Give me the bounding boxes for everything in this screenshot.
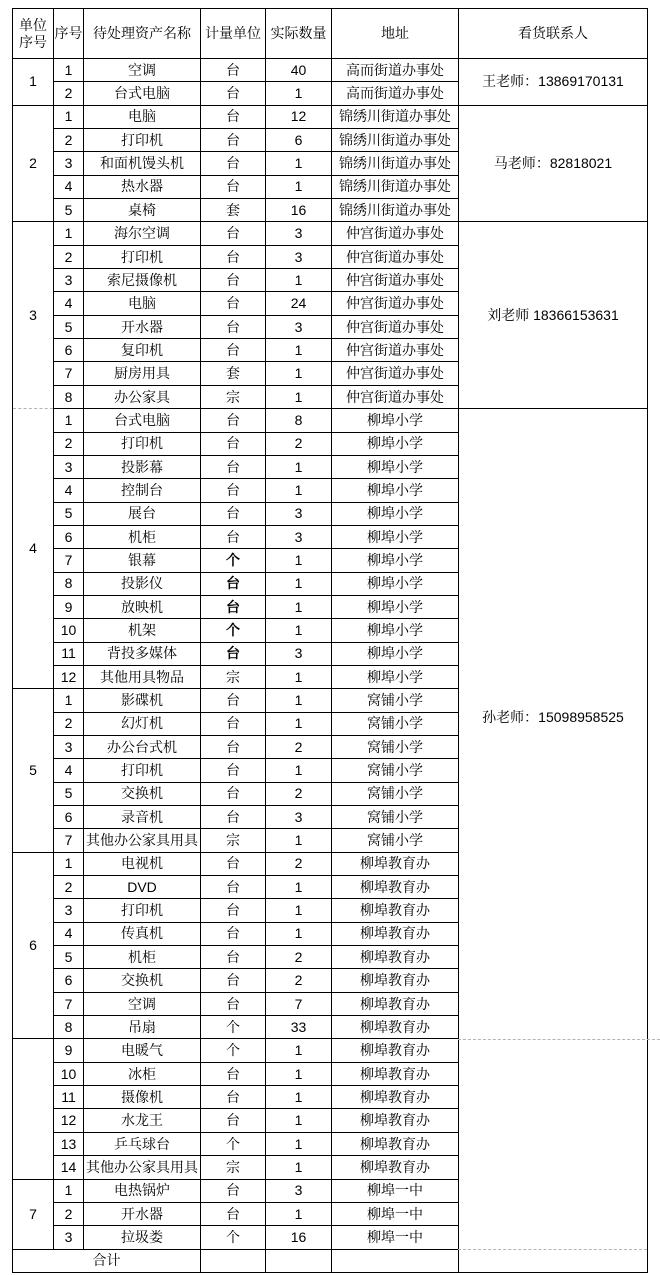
measure-unit-cell: 台	[201, 245, 266, 268]
quantity-cell: 1	[266, 1132, 332, 1155]
row-no-cell: 4	[54, 922, 84, 945]
row-no-cell: 1	[54, 222, 84, 245]
asset-name-cell: 放映机	[84, 595, 201, 618]
address-cell: 窝铺小学	[332, 782, 459, 805]
unit-serial-cell: 4	[13, 409, 54, 689]
header-cell-quantity: 实际数量	[266, 9, 332, 59]
unit-serial-cell: 6	[13, 852, 54, 1039]
address-cell: 柳埠教育办	[332, 992, 459, 1015]
address-cell: 锦绣川街道办事处	[332, 152, 459, 175]
asset-name-cell: 机柜	[84, 525, 201, 548]
measure-unit-cell: 台	[201, 969, 266, 992]
quantity-cell: 3	[266, 642, 332, 665]
row-no-cell: 13	[54, 1132, 84, 1155]
quantity-cell: 1	[266, 712, 332, 735]
unit-serial-cell: 3	[13, 222, 54, 409]
row-no-cell: 4	[54, 759, 84, 782]
address-cell: 柳埠教育办	[332, 922, 459, 945]
quantity-cell: 1	[266, 82, 332, 105]
header-row	[13, 9, 648, 59]
quantity-cell: 2	[266, 782, 332, 805]
address-cell: 柳埠教育办	[332, 899, 459, 922]
asset-name-cell: 办公家具	[84, 385, 201, 408]
measure-unit-cell: 台	[201, 946, 266, 969]
row-no-cell: 4	[54, 479, 84, 502]
quantity-cell: 1	[266, 152, 332, 175]
quantity-cell: 16	[266, 1226, 332, 1249]
quantity-cell: 7	[266, 992, 332, 1015]
measure-unit-cell: 个	[201, 1226, 266, 1249]
measure-unit-cell: 个	[201, 1132, 266, 1155]
row-no-cell: 2	[54, 876, 84, 899]
asset-name-cell: 打印机	[84, 899, 201, 922]
measure-unit-cell: 台	[201, 222, 266, 245]
asset-name-cell: 银幕	[84, 549, 201, 572]
header-cell-row-no: 序号	[54, 9, 84, 59]
asset-name-cell: 和面机馒头机	[84, 152, 201, 175]
measure-unit-cell: 台	[201, 1179, 266, 1202]
quantity-cell: 3	[266, 806, 332, 829]
asset-name-cell: 交换机	[84, 969, 201, 992]
address-cell: 柳埠小学	[332, 642, 459, 665]
asset-name-cell: 电脑	[84, 105, 201, 128]
quantity-cell: 1	[266, 339, 332, 362]
quantity-cell: 1	[266, 1039, 332, 1062]
measure-unit-cell: 个	[201, 619, 266, 642]
row-no-cell: 3	[54, 899, 84, 922]
table-row	[13, 59, 648, 82]
measure-unit-cell: 台	[201, 782, 266, 805]
measure-unit-cell: 台	[201, 1109, 266, 1132]
quantity-cell: 3	[266, 502, 332, 525]
row-no-cell: 2	[54, 245, 84, 268]
measure-unit-cell: 台	[201, 525, 266, 548]
address-cell: 柳埠教育办	[332, 969, 459, 992]
measure-unit-cell: 台	[201, 432, 266, 455]
quantity-cell: 1	[266, 689, 332, 712]
measure-unit-cell: 台	[201, 806, 266, 829]
asset-name-cell: 打印机	[84, 129, 201, 152]
row-no-cell: 7	[54, 549, 84, 572]
quantity-cell: 1	[266, 619, 332, 642]
quantity-cell: 1	[266, 1109, 332, 1132]
row-no-cell: 2	[54, 82, 84, 105]
address-cell: 柳埠教育办	[332, 1109, 459, 1132]
quantity-cell: 2	[266, 432, 332, 455]
asset-name-cell: 空调	[84, 992, 201, 1015]
measure-unit-cell: 台	[201, 59, 266, 82]
row-no-cell: 10	[54, 619, 84, 642]
asset-name-cell: 打印机	[84, 245, 201, 268]
measure-unit-cell: 台	[201, 292, 266, 315]
quantity-cell: 1	[266, 362, 332, 385]
quantity-cell: 8	[266, 409, 332, 432]
row-no-cell: 2	[54, 712, 84, 735]
address-cell: 柳埠教育办	[332, 1086, 459, 1109]
address-cell: 柳埠教育办	[332, 1016, 459, 1039]
address-cell: 窝铺小学	[332, 712, 459, 735]
address-cell: 柳埠教育办	[332, 852, 459, 875]
quantity-cell: 1	[266, 899, 332, 922]
quantity-cell: 1	[266, 1062, 332, 1085]
quantity-cell: 1	[266, 665, 332, 688]
measure-unit-cell: 台	[201, 455, 266, 478]
quantity-cell: 1	[266, 572, 332, 595]
row-no-cell: 4	[54, 292, 84, 315]
address-cell: 柳埠一中	[332, 1226, 459, 1249]
address-cell: 仲宫街道办事处	[332, 339, 459, 362]
quantity-cell: 1	[266, 829, 332, 852]
asset-name-cell: 海尔空调	[84, 222, 201, 245]
asset-name-cell: 其他办公家具用具	[84, 829, 201, 852]
measure-unit-cell: 台	[201, 339, 266, 362]
quantity-cell: 1	[266, 759, 332, 782]
quantity-cell: 1	[266, 175, 332, 198]
quantity-cell: 1	[266, 876, 332, 899]
address-cell: 窝铺小学	[332, 689, 459, 712]
measure-unit-cell: 套	[201, 199, 266, 222]
quantity-cell: 6	[266, 129, 332, 152]
row-no-cell: 7	[54, 362, 84, 385]
header-cell-address: 地址	[332, 9, 459, 59]
page-break-dash-line	[458, 1249, 647, 1250]
address-cell: 柳埠小学	[332, 455, 459, 478]
measure-unit-cell: 台	[201, 759, 266, 782]
total-label-cell: 合计	[13, 1249, 201, 1272]
quantity-cell: 3	[266, 1179, 332, 1202]
row-no-cell: 10	[54, 1062, 84, 1085]
row-no-cell: 12	[54, 1109, 84, 1132]
quantity-cell: 2	[266, 946, 332, 969]
row-no-cell: 9	[54, 595, 84, 618]
asset-name-cell: 投影幕	[84, 455, 201, 478]
asset-name-cell: 索尼摄像机	[84, 269, 201, 292]
row-no-cell: 1	[54, 105, 84, 128]
address-cell: 仲宫街道办事处	[332, 362, 459, 385]
address-cell: 柳埠小学	[332, 502, 459, 525]
address-cell: 柳埠教育办	[332, 876, 459, 899]
asset-name-cell: 幻灯机	[84, 712, 201, 735]
asset-name-cell: 空调	[84, 59, 201, 82]
address-cell: 柳埠教育办	[332, 1039, 459, 1062]
quantity-cell	[266, 1249, 332, 1272]
measure-unit-cell: 台	[201, 1062, 266, 1085]
measure-unit-cell: 台	[201, 922, 266, 945]
address-cell: 锦绣川街道办事处	[332, 175, 459, 198]
measure-unit-cell: 个	[201, 549, 266, 572]
row-no-cell: 11	[54, 1086, 84, 1109]
measure-unit-cell: 台	[201, 572, 266, 595]
quantity-cell: 3	[266, 315, 332, 338]
measure-unit-cell: 台	[201, 876, 266, 899]
asset-name-cell: 传真机	[84, 922, 201, 945]
asset-table-body	[13, 59, 648, 1273]
asset-name-cell: 电视机	[84, 852, 201, 875]
address-cell: 锦绣川街道办事处	[332, 129, 459, 152]
measure-unit-cell: 宗	[201, 385, 266, 408]
row-no-cell: 3	[54, 735, 84, 758]
measure-unit-cell: 台	[201, 175, 266, 198]
row-no-cell: 6	[54, 339, 84, 362]
quantity-cell: 2	[266, 852, 332, 875]
measure-unit-cell: 个	[201, 1016, 266, 1039]
asset-name-cell: 电脑	[84, 292, 201, 315]
address-cell: 柳埠小学	[332, 432, 459, 455]
contact-cell: 马老师：82818021	[459, 105, 648, 222]
address-cell: 仲宫街道办事处	[332, 315, 459, 338]
quantity-cell: 1	[266, 385, 332, 408]
row-no-cell: 2	[54, 432, 84, 455]
header-cell-unit-group-no: 单位序号	[13, 9, 54, 59]
measure-unit-cell: 台	[201, 315, 266, 338]
address-cell: 柳埠一中	[332, 1202, 459, 1225]
measure-unit-cell: 台	[201, 712, 266, 735]
address-cell: 窝铺小学	[332, 806, 459, 829]
address-cell	[332, 1249, 459, 1272]
address-cell: 窝铺小学	[332, 735, 459, 758]
row-no-cell: 6	[54, 969, 84, 992]
measure-unit-cell: 台	[201, 502, 266, 525]
quantity-cell: 40	[266, 59, 332, 82]
row-no-cell: 3	[54, 1226, 84, 1249]
unit-serial-cell	[13, 1039, 54, 1179]
unit-serial-cell: 7	[13, 1179, 54, 1249]
unit-serial-cell: 1	[13, 59, 54, 106]
quantity-cell: 1	[266, 269, 332, 292]
row-no-cell: 6	[54, 525, 84, 548]
row-no-cell: 1	[54, 852, 84, 875]
asset-name-cell: 电暖气	[84, 1039, 201, 1062]
asset-name-cell: 交换机	[84, 782, 201, 805]
asset-name-cell: 开水器	[84, 1202, 201, 1225]
address-cell: 柳埠教育办	[332, 946, 459, 969]
unit-serial-cell: 2	[13, 105, 54, 222]
asset-name-cell: 其他用具物品	[84, 665, 201, 688]
row-no-cell: 3	[54, 152, 84, 175]
row-no-cell: 11	[54, 642, 84, 665]
quantity-cell: 3	[266, 222, 332, 245]
asset-name-cell: 办公台式机	[84, 735, 201, 758]
asset-name-cell: 展台	[84, 502, 201, 525]
address-cell: 高而街道办事处	[332, 59, 459, 82]
measure-unit-cell: 台	[201, 689, 266, 712]
asset-name-cell: 水龙王	[84, 1109, 201, 1132]
measure-unit-cell: 台	[201, 735, 266, 758]
asset-name-cell: 影碟机	[84, 689, 201, 712]
asset-name-cell: 冰柜	[84, 1062, 201, 1085]
quantity-cell: 24	[266, 292, 332, 315]
asset-name-cell: 机架	[84, 619, 201, 642]
measure-unit-cell: 宗	[201, 665, 266, 688]
address-cell: 高而街道办事处	[332, 82, 459, 105]
table-header	[13, 9, 648, 59]
table-row	[13, 105, 648, 128]
total-row	[13, 1249, 648, 1272]
asset-name-cell: 其他办公家具用具	[84, 1156, 201, 1179]
quantity-cell: 1	[266, 595, 332, 618]
row-no-cell: 12	[54, 665, 84, 688]
asset-name-cell: 机柜	[84, 946, 201, 969]
measure-unit-cell: 台	[201, 479, 266, 502]
unit-serial-cell: 5	[13, 689, 54, 852]
measure-unit-cell: 台	[201, 1202, 266, 1225]
asset-name-cell: 热水器	[84, 175, 201, 198]
address-cell: 柳埠小学	[332, 572, 459, 595]
asset-name-cell: 厨房用具	[84, 362, 201, 385]
row-no-cell: 9	[54, 1039, 84, 1062]
asset-table	[12, 8, 648, 1273]
quantity-cell: 1	[266, 922, 332, 945]
measure-unit-cell: 台	[201, 992, 266, 1015]
row-no-cell: 3	[54, 269, 84, 292]
row-no-cell: 5	[54, 782, 84, 805]
row-no-cell: 3	[54, 455, 84, 478]
contact-cell: 刘老师 18366153631	[459, 222, 648, 409]
asset-name-cell: 开水器	[84, 315, 201, 338]
quantity-cell: 3	[266, 245, 332, 268]
address-cell: 柳埠小学	[332, 409, 459, 432]
contact-cell	[459, 1249, 648, 1272]
address-cell: 柳埠小学	[332, 665, 459, 688]
address-cell: 柳埠教育办	[332, 1062, 459, 1085]
quantity-cell: 2	[266, 969, 332, 992]
quantity-cell: 1	[266, 1086, 332, 1109]
address-cell: 窝铺小学	[332, 829, 459, 852]
quantity-cell: 1	[266, 1156, 332, 1179]
measure-unit-cell: 台	[201, 269, 266, 292]
address-cell: 柳埠一中	[332, 1179, 459, 1202]
row-no-cell: 2	[54, 1202, 84, 1225]
table-row	[13, 222, 648, 245]
address-cell: 柳埠小学	[332, 595, 459, 618]
address-cell: 仲宫街道办事处	[332, 385, 459, 408]
measure-unit-cell: 宗	[201, 1156, 266, 1179]
address-cell: 柳埠小学	[332, 619, 459, 642]
measure-unit-cell: 宗	[201, 829, 266, 852]
row-no-cell: 8	[54, 385, 84, 408]
asset-name-cell: 投影仪	[84, 572, 201, 595]
asset-name-cell: 桌椅	[84, 199, 201, 222]
measure-unit-cell	[201, 1249, 266, 1272]
address-cell: 柳埠教育办	[332, 1132, 459, 1155]
address-cell: 锦绣川街道办事处	[332, 105, 459, 128]
row-no-cell: 5	[54, 946, 84, 969]
row-no-cell: 5	[54, 315, 84, 338]
header-cell-asset-name: 待处理资产名称	[84, 9, 201, 59]
table-row	[13, 409, 648, 432]
quantity-cell: 1	[266, 549, 332, 572]
quantity-cell: 16	[266, 199, 332, 222]
address-cell: 锦绣川街道办事处	[332, 199, 459, 222]
row-no-cell: 5	[54, 199, 84, 222]
contact-cell	[459, 409, 648, 1249]
row-no-cell: 2	[54, 129, 84, 152]
contact-text: 孙老师：15098958525	[482, 709, 624, 726]
asset-name-cell: 摄像机	[84, 1086, 201, 1109]
asset-name-cell: 乒乓球台	[84, 1132, 201, 1155]
row-no-cell: 14	[54, 1156, 84, 1179]
row-no-cell: 8	[54, 1016, 84, 1039]
quantity-cell: 2	[266, 735, 332, 758]
row-no-cell: 4	[54, 175, 84, 198]
row-no-cell: 7	[54, 992, 84, 1015]
asset-name-cell: 拉圾娄	[84, 1226, 201, 1249]
measure-unit-cell: 台	[201, 409, 266, 432]
address-cell: 柳埠小学	[332, 479, 459, 502]
asset-name-cell: 打印机	[84, 432, 201, 455]
measure-unit-cell: 台	[201, 129, 266, 152]
header-cell-contact: 看货联系人	[459, 9, 648, 59]
header-cell-measure-unit: 计量单位	[201, 9, 266, 59]
measure-unit-cell: 台	[201, 642, 266, 665]
measure-unit-cell: 套	[201, 362, 266, 385]
quantity-cell: 33	[266, 1016, 332, 1039]
row-no-cell: 7	[54, 829, 84, 852]
measure-unit-cell: 台	[201, 82, 266, 105]
asset-name-cell: DVD	[84, 876, 201, 899]
asset-name-cell: 台式电脑	[84, 409, 201, 432]
quantity-cell: 1	[266, 1202, 332, 1225]
address-cell: 仲宫街道办事处	[332, 222, 459, 245]
page-break-dash-line	[458, 1039, 660, 1040]
address-cell: 柳埠教育办	[332, 1156, 459, 1179]
address-cell: 仲宫街道办事处	[332, 292, 459, 315]
asset-name-cell: 打印机	[84, 759, 201, 782]
asset-name-cell: 复印机	[84, 339, 201, 362]
contact-cell: 王老师：13869170131	[459, 59, 648, 106]
address-cell: 仲宫街道办事处	[332, 245, 459, 268]
measure-unit-cell: 台	[201, 1086, 266, 1109]
quantity-cell: 12	[266, 105, 332, 128]
row-no-cell: 5	[54, 502, 84, 525]
quantity-cell: 1	[266, 479, 332, 502]
row-no-cell: 1	[54, 689, 84, 712]
address-cell: 柳埠小学	[332, 549, 459, 572]
quantity-cell: 1	[266, 455, 332, 478]
measure-unit-cell: 台	[201, 899, 266, 922]
measure-unit-cell: 台	[201, 105, 266, 128]
row-no-cell: 8	[54, 572, 84, 595]
row-no-cell: 1	[54, 409, 84, 432]
asset-name-cell: 背投多媒体	[84, 642, 201, 665]
asset-name-cell: 控制台	[84, 479, 201, 502]
quantity-cell: 3	[266, 525, 332, 548]
row-no-cell: 1	[54, 1179, 84, 1202]
address-cell: 窝铺小学	[332, 759, 459, 782]
row-no-cell: 6	[54, 806, 84, 829]
row-no-cell: 1	[54, 59, 84, 82]
measure-unit-cell: 台	[201, 595, 266, 618]
asset-name-cell: 台式电脑	[84, 82, 201, 105]
address-cell: 仲宫街道办事处	[332, 269, 459, 292]
measure-unit-cell: 台	[201, 152, 266, 175]
asset-name-cell: 吊扇	[84, 1016, 201, 1039]
measure-unit-cell: 台	[201, 852, 266, 875]
asset-name-cell: 电热锅炉	[84, 1179, 201, 1202]
measure-unit-cell: 个	[201, 1039, 266, 1062]
asset-name-cell: 录音机	[84, 806, 201, 829]
address-cell: 柳埠小学	[332, 525, 459, 548]
